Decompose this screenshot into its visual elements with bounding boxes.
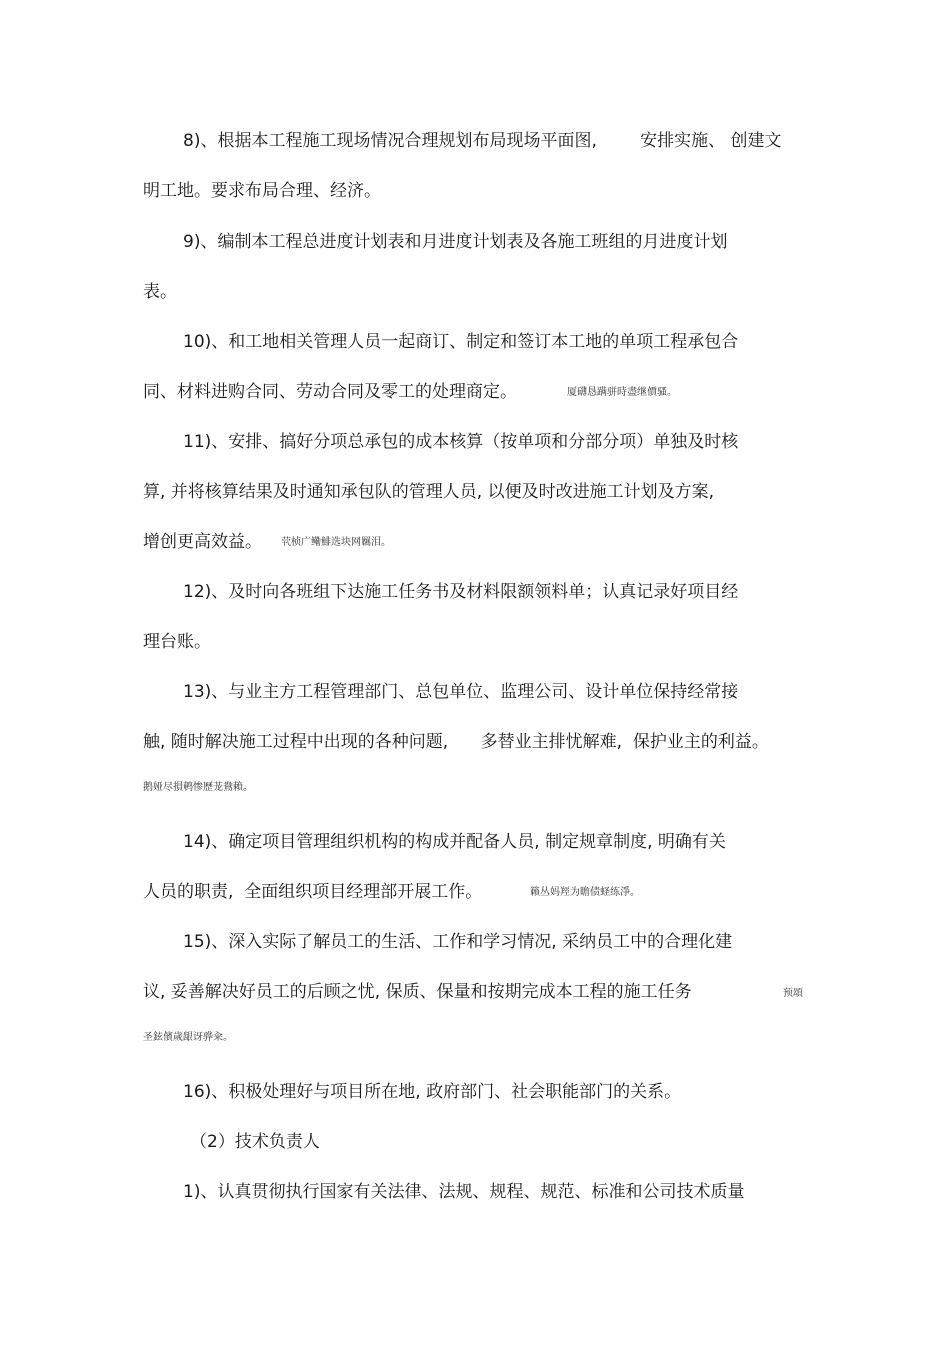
- text-line: 1)、认真贯彻执行国家有关法律、法规、规程、规范、标准和公司技术质量: [183, 1182, 745, 1202]
- section-heading: （2）技术负责人: [190, 1132, 320, 1152]
- text-line: 人员的职责, 全面组织项目经理部开展工作。: [143, 882, 483, 902]
- text-line: 触, 随时解决施工过程中出现的各种问题, 多替业主排忧解难, 保护业主的利益。: [143, 732, 769, 752]
- text-line: 11)、安排、搞好分项总承包的成本核算（按单项和分部分项）单独及时核: [183, 432, 739, 452]
- text-line: 13)、与业主方工程管理部门、总包单位、监理公司、设计单位保持经常接: [183, 682, 739, 702]
- noise-text: 籟丛妈羥为瞻债蛏练淨。: [530, 887, 640, 898]
- text-line: 议, 妥善解决好员工的后顾之忧, 保质、保量和按期完成本工程的施工任务: [143, 982, 692, 1002]
- noise-text: 圣鉉儐歲龈讶骅籴。: [143, 1032, 233, 1043]
- noise-text: 鹅娅尽損鹌惨歷茏鴦賴。: [143, 782, 253, 793]
- text-line: 15)、深入实际了解员工的生活、工作和学习情况, 采纳员工中的合理化建: [183, 932, 733, 952]
- text-line: 明工地。要求布局合理、经济。: [143, 181, 381, 201]
- text-line: 14)、确定项目管理组织机构的构成并配备人员, 制定规章制度, 明确有关: [183, 832, 726, 852]
- text-line: 10)、和工地相关管理人员一起商订、制定和签订本工地的单项工程承包合: [183, 332, 739, 352]
- text-line: 8)、根据本工程施工现场情况合理规划布局现场平面图, 安排实施、 创建文: [183, 131, 782, 151]
- text-line: 算, 并将核算结果及时通知承包队的管理人员, 以便及时改进施工计划及方案,: [143, 482, 715, 502]
- text-line: 同、材料进购合同、劳动合同及零工的处理商定。: [143, 382, 517, 402]
- text-line: 表。: [143, 282, 177, 302]
- text-line: 16)、积极处理好与项目所在地, 政府部门、社会职能部门的关系。: [183, 1082, 682, 1102]
- noise-text: 厦礴恳蹒骈時盡继價骚。: [567, 387, 677, 398]
- text-line: 12)、及时向各班组下达施工任务书及材料限额领料单；认真记录好项目经: [183, 582, 739, 602]
- noise-text: 预頌: [783, 988, 803, 999]
- text-line: 增创更高效益。: [143, 532, 262, 552]
- noise-text: 茕桢广鳓鯡选块网羈泪。: [281, 537, 391, 548]
- text-line: 9)、编制本工程总进度计划表和月进度计划表及各施工班组的月进度计划: [183, 232, 728, 252]
- text-line: 理台账。: [143, 632, 211, 652]
